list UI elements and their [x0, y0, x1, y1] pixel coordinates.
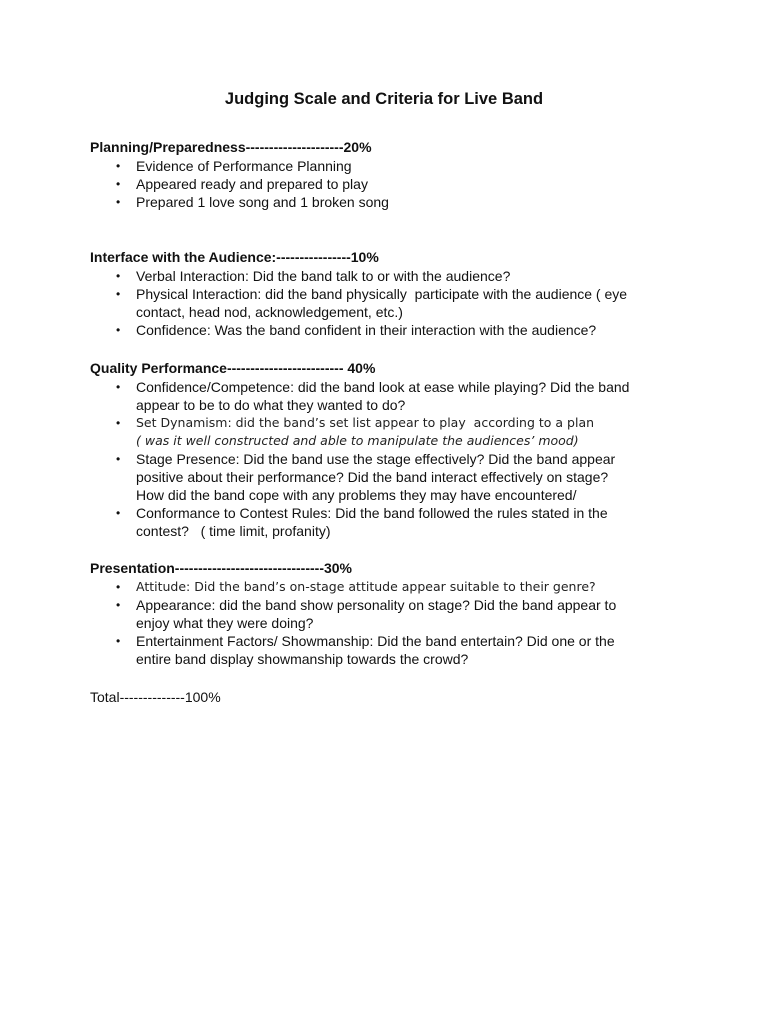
- item-text: Confidence/Competence: did the band look at ease while playing? Did the band: [136, 379, 630, 395]
- section-planning-preparedness: [90, 138, 690, 211]
- list-item: [90, 175, 690, 193]
- item-text: Prepared 1 love song and 1 broken song: [136, 194, 389, 210]
- section-heading: Interface with the Audience:----------------10%: [90, 249, 379, 265]
- list-item: [90, 193, 690, 211]
- bullet-icon: •: [116, 287, 121, 301]
- item-text: Attitude: Did the band’s on-stage attitude appear suitable to their genre?: [136, 579, 596, 594]
- criteria-list: [90, 378, 690, 540]
- item-text: Set Dynamism: did the band’s set list appear to play according to a plan: [136, 415, 595, 430]
- item-text: contact, head nod, acknowledgement, etc.): [136, 304, 403, 320]
- section-interface-audience: [90, 248, 690, 339]
- list-item: [90, 504, 690, 540]
- list-item: [90, 157, 690, 175]
- section-heading: Planning/Preparedness---------------------20%: [90, 139, 372, 155]
- list-item: [90, 285, 690, 321]
- section-presentation: [90, 559, 690, 668]
- list-item: [90, 267, 690, 285]
- bullet-icon: •: [116, 269, 121, 283]
- item-text: Appeared ready and prepared to play: [136, 176, 368, 192]
- bullet-icon: •: [116, 506, 121, 520]
- criteria-list: [90, 578, 690, 668]
- bullet-icon: •: [116, 452, 121, 466]
- item-text: Evidence of Performance Planning: [136, 158, 352, 174]
- item-text: Entertainment Factors/ Showmanship: Did the band entertain? Did one or the: [136, 633, 615, 649]
- item-text: entire band display showmanship towards the crowd?: [136, 651, 469, 667]
- criteria-list: [90, 157, 690, 211]
- item-text: Physical Interaction: did the band physically participate with the audience ( eye: [136, 286, 628, 302]
- item-text: ( was it well constructed and able to manipulate the audiences’ mood): [136, 433, 579, 448]
- bullet-icon: •: [116, 416, 121, 430]
- bullet-icon: •: [116, 195, 121, 209]
- bullet-icon: •: [116, 159, 121, 173]
- list-item: [90, 450, 690, 504]
- section-quality-performance: [90, 359, 690, 540]
- item-text: contest? ( time limit, profanity): [136, 523, 331, 539]
- list-item: [90, 378, 690, 414]
- item-text: Stage Presence: Did the band use the stage effectively? Did the band appear: [136, 451, 616, 467]
- criteria-list: [90, 267, 690, 339]
- list-item: [90, 578, 690, 596]
- bullet-icon: •: [116, 580, 121, 594]
- total-line: Total--------------100%: [90, 689, 221, 705]
- item-text: appear to be to do what they wanted to do?: [136, 397, 406, 413]
- item-text: Appearance: did the band show personality on stage? Did the band appear to: [136, 597, 617, 613]
- list-item: [90, 321, 690, 339]
- document-title: Judging Scale and Criteria for Live Band: [224, 90, 544, 108]
- list-item: [90, 596, 690, 632]
- section-heading: Quality Performance------------------------- 40%: [90, 360, 376, 376]
- bullet-icon: •: [116, 323, 121, 337]
- list-item: [90, 414, 690, 450]
- item-text: How did the band cope with any problems they may have encountered/: [136, 487, 577, 503]
- bullet-icon: •: [116, 634, 121, 648]
- item-text: Conformance to Contest Rules: Did the band followed the rules stated in the: [136, 505, 608, 521]
- item-text: positive about their performance? Did the band interact effectively on stage?: [136, 469, 609, 485]
- item-text: Confidence: Was the band confident in their interaction with the audience?: [136, 322, 597, 338]
- list-item: [90, 632, 690, 668]
- item-text: Verbal Interaction: Did the band talk to or with the audience?: [136, 268, 511, 284]
- bullet-icon: •: [116, 177, 121, 191]
- section-heading: Presentation--------------------------------30%: [90, 560, 353, 576]
- bullet-icon: •: [116, 598, 121, 612]
- item-text: enjoy what they were doing?: [136, 615, 314, 631]
- bullet-icon: •: [116, 380, 121, 394]
